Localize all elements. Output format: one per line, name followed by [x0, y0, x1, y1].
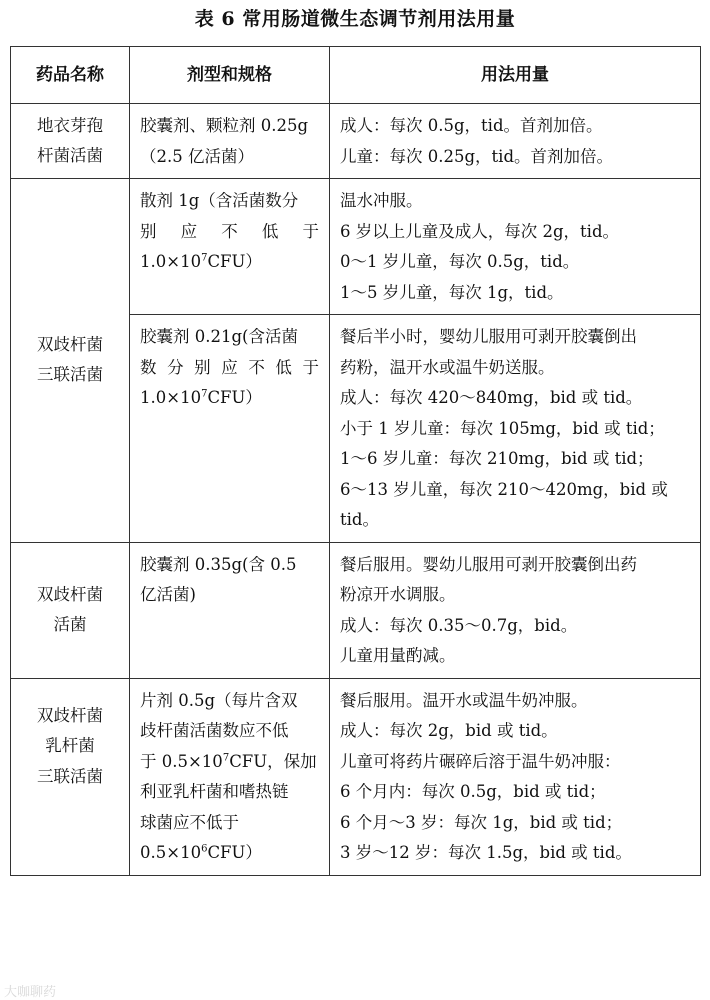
form-line: （2.5 亿活菌）	[140, 146, 254, 166]
table-row	[11, 104, 701, 179]
usage-line: 成人：每次 420～840mg，bid 或 tid。	[340, 388, 643, 407]
usage-cell	[330, 542, 701, 678]
drug-name-cell	[11, 179, 130, 543]
header-row	[11, 47, 701, 104]
form-line: 利亚乳杆菌和嗜热链	[140, 782, 289, 801]
drug-name-line: 双歧杆菌	[37, 334, 103, 354]
drug-name-line: 杆菌活菌	[37, 146, 103, 165]
usage-cell	[330, 179, 701, 315]
drug-name-line: 三联活菌	[37, 766, 103, 786]
drug-name-line: 双歧杆菌	[37, 705, 103, 725]
form-spec-cell	[130, 179, 330, 315]
form-line: $0.5\times 10^6CFU$）	[140, 843, 262, 862]
usage-line: 成人：每次 0.35～0.7g，bid。	[340, 615, 578, 635]
usage-cell	[330, 678, 701, 875]
header-form-spec: 剂型和规格	[130, 47, 330, 104]
form-line: 别 应 不 低 于	[140, 221, 319, 241]
header-drug-name: 药品名称	[11, 47, 130, 104]
usage-line: tid。	[340, 510, 379, 529]
form-line: 球菌应不低于	[140, 812, 239, 832]
form-line: 片剂 0.5g（每片含双	[140, 690, 298, 710]
table-row	[11, 179, 701, 315]
drug-name-cell	[11, 678, 130, 875]
drug-name-line: 三联活菌	[37, 365, 103, 385]
usage-line: 6 岁以上儿童及成人，每次 2g，tid。	[340, 221, 620, 241]
form-line: $1.0\times 10^7CFU$）	[140, 388, 262, 407]
drug-name-cell	[11, 104, 130, 179]
table-row	[11, 678, 701, 875]
usage-line: 6 个月～3 岁：每次 1g，bid 或 tid；	[340, 812, 623, 832]
usage-line: 温水冲服。	[340, 191, 423, 210]
drug-name-cell	[11, 542, 130, 678]
header-usage-dosage: 用法用量	[330, 47, 701, 104]
form-line: 亿活菌)	[140, 585, 196, 604]
usage-cell	[330, 315, 701, 543]
form-line: 胶囊剂 0.35g(含 0.5	[140, 554, 297, 574]
form-line: 胶囊剂、颗粒剂 0.25g	[140, 116, 309, 135]
usage-line: 小于 1 岁儿童：每次 105mg，bid 或 tid；	[340, 418, 665, 438]
form-line: 数 分 别 应 不 低 于	[140, 357, 319, 377]
form-spec-cell	[130, 104, 330, 179]
usage-line: 餐后服用。温开水或温牛奶冲服。	[340, 690, 588, 710]
table-row	[11, 542, 701, 678]
form-line: $1.0\times 10^7CFU$）	[140, 252, 262, 271]
usage-line: 0～1 岁儿童，每次 0.5g，tid。	[340, 252, 580, 271]
form-spec-cell	[130, 678, 330, 875]
usage-line: 药粉，温开水或温牛奶送服。	[340, 357, 555, 377]
drug-name-line: 活菌	[53, 615, 87, 634]
usage-line: 餐后服用。婴幼儿服用可剥开胶囊倒出药	[340, 554, 637, 574]
form-line: 歧杆菌活菌数应不低	[140, 721, 289, 740]
dosage-table	[10, 46, 701, 876]
table-title: 表 6 常用肠道微生态调节剂用法用量	[194, 8, 516, 30]
form-spec-cell	[130, 542, 330, 678]
form-line: 胶囊剂 0.21g(含活菌	[140, 327, 298, 346]
usage-line: 3 岁～12 岁：每次 1.5g，bid 或 tid。	[340, 843, 632, 862]
drug-name-line: 地衣芽孢	[37, 115, 103, 135]
usage-line: 餐后半小时，婴幼儿服用可剥开胶囊倒出	[340, 327, 637, 346]
form-spec-cell	[130, 315, 330, 543]
usage-line: 6 个月内：每次 0.5g，bid 或 tid；	[340, 782, 606, 801]
usage-line: 1～6 岁儿童：每次 210mg，bid 或 tid；	[340, 449, 654, 468]
usage-cell	[330, 104, 701, 179]
usage-line: 成人：每次 2g，bid 或 tid。	[340, 721, 558, 740]
usage-line: 成人：每次 0.5g，tid。首剂加倍。	[340, 116, 603, 135]
usage-line: 1～5 岁儿童，每次 1g，tid。	[340, 282, 564, 302]
form-line: 散剂 1g（含活菌数分	[140, 191, 299, 210]
usage-line: 儿童可将药片碾碎后溶于温牛奶冲服：	[340, 751, 621, 771]
watermark: 大咖聊药	[4, 985, 57, 1000]
usage-line: 儿童用量酌减。	[340, 646, 456, 665]
usage-line: 6～13 岁儿童，每次 210～420mg，bid 或	[340, 479, 668, 499]
drug-name-line: 乳杆菌	[45, 736, 95, 755]
drug-name-line: 双歧杆菌	[37, 584, 103, 604]
usage-line: 儿童：每次 0.25g，tid。首剂加倍。	[340, 146, 614, 166]
usage-line: 粉凉开水调服。	[340, 585, 456, 604]
form-line: 于 $0.5\times 10^7CFU$，保加	[140, 751, 317, 771]
